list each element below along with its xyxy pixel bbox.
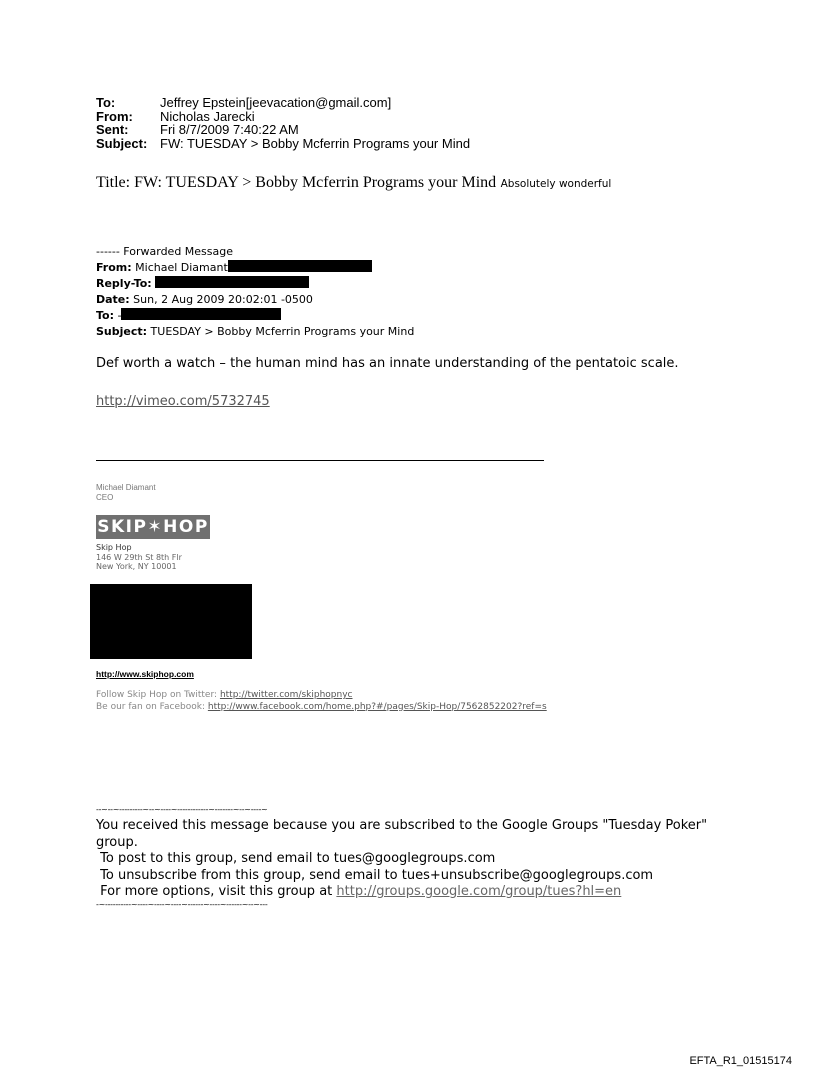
redaction-bar bbox=[155, 276, 309, 288]
company-name: Skip Hop bbox=[96, 543, 132, 552]
header-subject-value: FW: TUESDAY > Bobby Mcferrin Programs your Mind bbox=[160, 135, 471, 151]
redaction-block bbox=[90, 584, 252, 659]
facebook-text: Be our fan on Facebook: bbox=[96, 701, 205, 712]
email-header bbox=[96, 96, 470, 150]
header-to-row bbox=[96, 96, 470, 110]
header-from-label: From: bbox=[96, 108, 133, 124]
social-links bbox=[96, 690, 547, 713]
footer-separator-top: --~--~---------~--~----~------------~-------~--~----~ bbox=[96, 805, 268, 814]
footer-line-3: To unsubscribe from this group, send email to tues+unsubscribe@googlegroups.com bbox=[96, 867, 654, 883]
header-from-value: Nicholas Jarecki bbox=[160, 108, 255, 124]
forwarded-header bbox=[96, 244, 414, 340]
skip-hop-logo: SKIP✶HOP bbox=[97, 517, 209, 537]
message-body: Def worth a watch – the human mind has an innate understanding of the pentatoic scale. bbox=[96, 356, 679, 371]
vimeo-link[interactable]: http://vimeo.com/5732745 bbox=[96, 394, 270, 409]
header-sent-label: Sent: bbox=[96, 122, 129, 137]
footer-separator-bottom: -~----------~----~----~----~------~----~------~--~--- bbox=[96, 900, 268, 909]
title-line bbox=[96, 174, 611, 192]
signature-name: Michael Diamant bbox=[96, 483, 156, 492]
forwarded-to-value: - bbox=[117, 309, 122, 322]
title-text: Title: FW: TUESDAY > Bobby Mcferrin Programs your Mind bbox=[96, 174, 497, 191]
forwarded-subject-label: Subject: bbox=[96, 325, 148, 338]
document-id: EFTA_R1_01515174 bbox=[689, 1055, 792, 1067]
title-note: Absolutely wonderful bbox=[500, 178, 612, 190]
forwarded-from-row bbox=[96, 260, 414, 276]
forwarded-from-value: Michael Diamant bbox=[135, 261, 228, 274]
footer-line-2: To post to this group, send email to tues@googlegroups.com bbox=[96, 851, 496, 866]
facebook-link[interactable]: http://www.facebook.com/home.php?#/pages/Skip-Hop/7562852202?ref=s bbox=[207, 701, 547, 712]
footer-line-4-text: For more options, visit this group at bbox=[96, 884, 337, 899]
header-subject-row bbox=[96, 137, 470, 151]
forwarded-date-value: Sun, 2 Aug 2009 20:02:01 -0500 bbox=[133, 293, 313, 306]
forwarded-to-row bbox=[96, 308, 414, 324]
facebook-row bbox=[96, 702, 547, 714]
header-sent-value: Fri 8/7/2009 7:40:22 AM bbox=[160, 122, 299, 137]
header-subject-label: Subject: bbox=[96, 135, 148, 151]
forwarded-replyto-row bbox=[96, 276, 414, 292]
address-line-2: New York, NY 10001 bbox=[96, 562, 177, 571]
twitter-link[interactable]: http://twitter.com/skiphopnyc bbox=[219, 690, 353, 700]
footer-line-4 bbox=[96, 884, 736, 901]
forwarded-subject-value: TUESDAY > Bobby Mcferrin Programs your Mind bbox=[150, 325, 415, 338]
forwarded-subject-row bbox=[96, 324, 414, 340]
forwarded-date-row bbox=[96, 292, 414, 308]
forwarded-marker: ------ Forwarded Message bbox=[96, 245, 234, 258]
website-link[interactable]: http://www.skiphop.com bbox=[96, 669, 194, 679]
signature-address bbox=[96, 543, 182, 572]
forwarded-replyto-label: Reply-To: bbox=[96, 277, 152, 290]
header-sent-row bbox=[96, 123, 470, 137]
header-to-label: To: bbox=[96, 95, 116, 110]
footer-line-1: You received this message because you are subscribed to the Google Groups "Tuesday Poker" group. bbox=[96, 818, 708, 850]
twitter-text: Follow Skip Hop on Twitter: bbox=[96, 690, 218, 700]
address-line-1: 146 W 29th St 8th Flr bbox=[96, 552, 182, 562]
forwarded-from-label: From: bbox=[96, 261, 132, 274]
header-to-value: Jeffrey Epstein[jeevacation@gmail.com] bbox=[160, 95, 392, 110]
forwarded-date-label: Date: bbox=[96, 293, 130, 306]
redaction-bar bbox=[228, 260, 372, 272]
signature-divider bbox=[96, 460, 544, 461]
groups-footer bbox=[96, 818, 736, 901]
signature-role: CEO bbox=[96, 493, 114, 502]
forwarded-to-label: To: bbox=[96, 309, 114, 322]
redaction-bar bbox=[121, 308, 281, 320]
groups-link[interactable]: http://groups.google.com/group/tues?hl=en bbox=[336, 884, 622, 899]
twitter-row bbox=[96, 690, 547, 702]
header-from-row bbox=[96, 110, 470, 124]
